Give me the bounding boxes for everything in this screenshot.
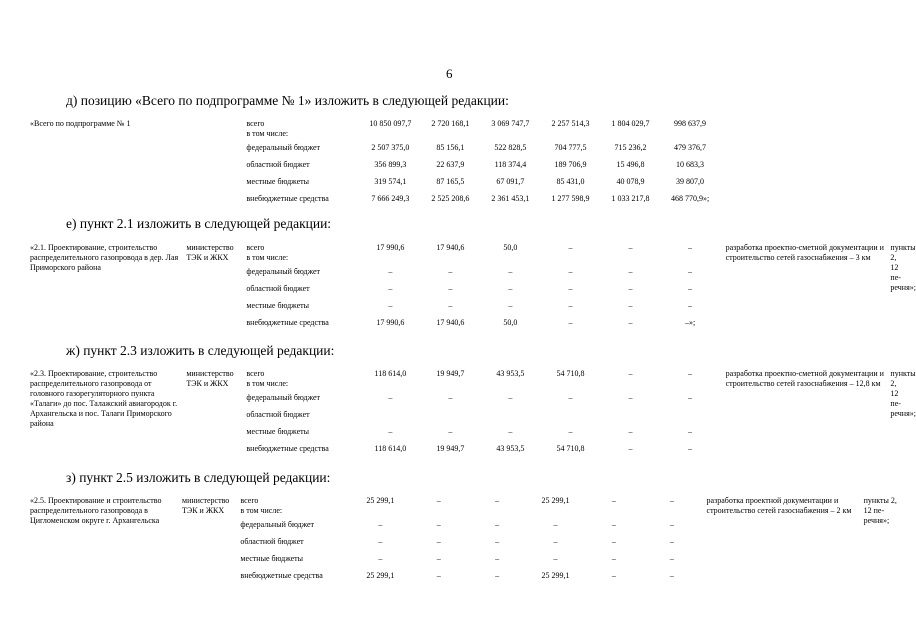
amount-cell: 479 376,7: [674, 143, 707, 152]
amount-cell: –: [436, 537, 441, 546]
amount-cell: 54 710,8: [556, 444, 585, 453]
amount-cell: 22 637,9: [436, 160, 465, 169]
amount-cell: 998 637,9: [674, 119, 707, 128]
funding-source-label: федеральный бюджет: [240, 520, 315, 529]
amount-cell: 25 299,1: [366, 571, 395, 580]
funding-source-label: областной бюджет: [246, 284, 310, 293]
funding-source-label: внебюджетные средства: [246, 194, 329, 203]
funding-source-label: внебюджетные средства: [240, 571, 323, 580]
amount-cell: 1 804 029,7: [611, 119, 650, 128]
measure-name: «2.1. Проектирование, строительство распределительного газопровода в дер. Лая Приморского района: [30, 243, 179, 272]
program-table: [30, 119, 904, 211]
amount-cell: 7 666 249,3: [371, 194, 410, 203]
funding-source-label: федеральный бюджет: [246, 143, 321, 152]
responsible-agency: министерство ТЭК и ЖКХ: [182, 496, 230, 515]
funding-source-label: всего в том числе:: [240, 496, 283, 515]
table-row: [30, 496, 904, 520]
amount-cell: –: [508, 427, 513, 436]
funding-source-label: внебюджетные средства: [246, 444, 329, 453]
section-heading: е) пункт 2.1 изложить в следующей редакции:: [66, 216, 332, 231]
amount-cell: –: [611, 520, 616, 529]
funding-source-label: всего в том числе:: [246, 243, 289, 262]
responsible-agency: [186, 119, 246, 211]
amount-cell: –: [378, 554, 383, 563]
list-points: [890, 119, 904, 211]
amount-cell: –: [688, 369, 693, 378]
amount-cell: –: [669, 571, 674, 580]
amount-cell: –: [628, 318, 633, 327]
amount-cell: 2 257 514,3: [551, 119, 590, 128]
amount-cell: –: [388, 427, 393, 436]
program-table: [30, 496, 904, 588]
amount-cell: 50,0: [503, 318, 518, 327]
section-heading: ж) пункт 2.3 изложить в следующей редакции:: [66, 343, 335, 358]
amount-cell: [540, 410, 600, 427]
amount-cell: 43 953,5: [496, 369, 525, 378]
amount-cell: –: [568, 427, 573, 436]
amount-cell: 715 236,2: [614, 143, 647, 152]
amount-cell: –: [568, 267, 573, 276]
amount-cell: 3 069 747,7: [491, 119, 530, 128]
funding-source-label: федеральный бюджет: [246, 393, 321, 402]
amount-cell: –: [628, 243, 633, 252]
amount-cell: 15 496,8: [616, 160, 645, 169]
amount-cell: 118 374,4: [494, 160, 527, 169]
funding-source-label: местные бюджеты: [246, 427, 310, 436]
measure-name: «2.3. Проектирование, строительство распределительного газопровода от головного газорегуляторного пункта «Талаги» до пос. Талажский авиагородок г. Архангельска и пос. Талаги Приморского района: [30, 369, 178, 428]
amount-cell: 17 940,6: [436, 243, 465, 252]
amount-cell: –: [495, 554, 500, 563]
amount-cell: –: [611, 554, 616, 563]
amount-cell: 17 940,6: [436, 318, 465, 327]
expected-result: разработка проектно-сметной документации и строительство сетей газоснабжения – 3 км: [725, 243, 884, 262]
amount-cell: –: [688, 301, 693, 310]
funding-source-label: областной бюджет: [246, 160, 310, 169]
amount-cell: 2 361 453,1: [491, 194, 530, 203]
amount-cell: –: [436, 496, 441, 505]
amount-cell: –: [628, 369, 633, 378]
amount-cell: 10 850 097,7: [369, 119, 412, 128]
amount-cell: –: [628, 284, 633, 293]
amount-cell: –: [448, 427, 453, 436]
amount-cell: –: [568, 284, 573, 293]
amount-cell: 17 990,6: [376, 243, 405, 252]
expected-result: разработка проектно-сметной документации и строительство сетей газоснабжения – 12,8 км: [725, 369, 884, 388]
amount-cell: 1 033 217,8: [611, 194, 650, 203]
amount-cell: 67 091,7: [496, 177, 525, 186]
amount-cell: 17 990,6: [376, 318, 405, 327]
amount-cell: –: [388, 284, 393, 293]
amount-cell: [360, 410, 420, 427]
amount-cell: –: [448, 267, 453, 276]
list-points: пункты 2, 12 пе-речня»;: [890, 243, 916, 292]
responsible-agency: министерство ТЭК и ЖКХ: [186, 369, 234, 388]
table-row: [30, 119, 904, 143]
amount-cell: 1 277 598,9: [551, 194, 590, 203]
funding-source-label: местные бюджеты: [240, 554, 304, 563]
amount-cell: –: [436, 554, 441, 563]
amount-cell: 118 614,0: [374, 444, 407, 453]
amount-cell: [661, 410, 720, 427]
funding-source-label: федеральный бюджет: [246, 267, 321, 276]
amount-cell: –: [628, 393, 633, 402]
amount-cell: –: [628, 267, 633, 276]
amount-cell: –: [448, 301, 453, 310]
funding-source-label: областной бюджет: [240, 537, 304, 546]
amount-cell: –: [553, 554, 558, 563]
amount-cell: 43 953,5: [496, 444, 525, 453]
amount-cell: –: [568, 243, 573, 252]
amount-cell: –: [611, 537, 616, 546]
amount-cell: 2 525 208,6: [431, 194, 470, 203]
amount-cell: –: [495, 496, 500, 505]
amount-cell: –: [669, 520, 674, 529]
amount-cell: 468 770,9»;: [670, 194, 710, 203]
list-points: пункты 2, 12 пе-речня»;: [890, 369, 916, 418]
section-heading: д) позицию «Всего по подпрограмме № 1» изложить в следующей редакции:: [66, 93, 509, 108]
amount-cell: 50,0: [503, 243, 518, 252]
amount-cell: –: [611, 571, 616, 580]
amount-cell: 10 683,3: [676, 160, 705, 169]
responsible-agency: министерство ТЭК и ЖКХ: [186, 243, 234, 262]
amount-cell: 356 899,3: [374, 160, 407, 169]
amount-cell: –: [495, 571, 500, 580]
funding-source-label: всего в том числе:: [246, 119, 289, 138]
amount-cell: 39 807,0: [676, 177, 705, 186]
amount-cell: –: [448, 393, 453, 402]
page-number: 6: [446, 66, 453, 81]
amount-cell: 189 706,9: [554, 160, 587, 169]
amount-cell: 54 710,8: [556, 369, 585, 378]
table-row: [30, 243, 904, 267]
amount-cell: [601, 410, 661, 427]
table-row: [30, 369, 904, 393]
amount-cell: –: [388, 393, 393, 402]
amount-cell: 25 299,1: [366, 496, 395, 505]
amount-cell: –: [688, 444, 693, 453]
amount-cell: –: [688, 243, 693, 252]
funding-source-label: внебюджетные средства: [246, 318, 329, 327]
funding-source-label: всего в том числе:: [246, 369, 289, 388]
amount-cell: –: [378, 520, 383, 529]
amount-cell: –: [436, 520, 441, 529]
expected-result: [720, 119, 891, 211]
amount-cell: 319 574,1: [374, 177, 407, 186]
amount-cell: –: [568, 301, 573, 310]
amount-cell: –: [669, 554, 674, 563]
amount-cell: –»;: [684, 318, 696, 327]
amount-cell: [480, 410, 540, 427]
amount-cell: 25 299,1: [541, 571, 570, 580]
amount-cell: [420, 410, 480, 427]
amount-cell: –: [688, 393, 693, 402]
amount-cell: –: [611, 496, 616, 505]
amount-cell: –: [436, 571, 441, 580]
program-table: [30, 369, 916, 461]
measure-name: «Всего по подпрограмме № 1: [30, 119, 131, 128]
amount-cell: –: [448, 284, 453, 293]
amount-cell: –: [553, 520, 558, 529]
amount-cell: –: [628, 427, 633, 436]
measure-name: «2.5. Проектирование и строительство распределительного газопровода в Цигломенском округе г. Архангельска: [30, 496, 162, 525]
amount-cell: –: [388, 267, 393, 276]
amount-cell: –: [688, 267, 693, 276]
amount-cell: 522 828,5: [494, 143, 527, 152]
list-points: пункты 2, 12 пе-речня»;: [863, 496, 897, 525]
amount-cell: –: [669, 537, 674, 546]
amount-cell: –: [378, 537, 383, 546]
amount-cell: 704 777,5: [554, 143, 587, 152]
amount-cell: –: [553, 537, 558, 546]
amount-cell: –: [508, 393, 513, 402]
amount-cell: 19 949,7: [436, 369, 465, 378]
expected-result: разработка проектной документации и строительство сетей газоснабжения – 2 км: [706, 496, 852, 515]
amount-cell: 25 299,1: [541, 496, 570, 505]
amount-cell: –: [688, 427, 693, 436]
amount-cell: 118 614,0: [374, 369, 407, 378]
amount-cell: 2 720 168,1: [431, 119, 470, 128]
funding-source-label: местные бюджеты: [246, 301, 310, 310]
amount-cell: –: [669, 496, 674, 505]
amount-cell: 87 165,5: [436, 177, 465, 186]
amount-cell: –: [568, 393, 573, 402]
funding-source-label: областной бюджет: [246, 410, 310, 419]
amount-cell: –: [508, 284, 513, 293]
amount-cell: –: [628, 444, 633, 453]
amount-cell: –: [388, 301, 393, 310]
amount-cell: –: [508, 267, 513, 276]
funding-source-label: местные бюджеты: [246, 177, 310, 186]
amount-cell: –: [495, 520, 500, 529]
amount-cell: –: [688, 284, 693, 293]
program-table: [30, 243, 916, 335]
section-heading: з) пункт 2.5 изложить в следующей редакции:: [66, 470, 331, 485]
amount-cell: 2 507 375,0: [371, 143, 410, 152]
amount-cell: –: [568, 318, 573, 327]
amount-cell: 40 078,9: [616, 177, 645, 186]
amount-cell: –: [508, 301, 513, 310]
amount-cell: –: [495, 537, 500, 546]
amount-cell: 19 949,7: [436, 444, 465, 453]
amount-cell: 85 431,0: [556, 177, 585, 186]
amount-cell: –: [628, 301, 633, 310]
amount-cell: 85 156,1: [436, 143, 465, 152]
